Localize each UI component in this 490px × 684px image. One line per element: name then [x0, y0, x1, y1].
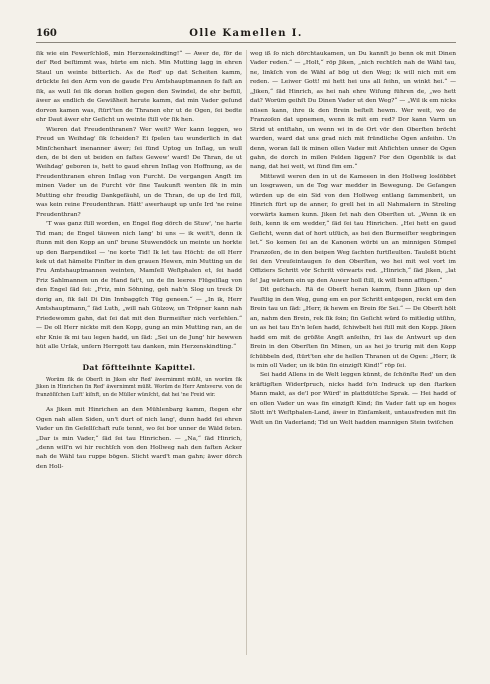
paragraph: 'T was ganz ſtill worden, en Engel flog dörch de Stuw', 'ne harte Tid man; de Engel täuwen nich lang' bi uns — ik weit't, denn ik ſtunn mit den Kopp an unſ' brune Stuwendöck un meinte un horkte up den Barpendikel — 'ne korte Tid! Ik let tau Höcht: de oll Herr kek ut dat hämelte Finſter in den grauen Hewen, min Mutting un de Fru Amtshauptmannen weinten, Mamſell Weſtphalen et, ſei hadd Friz Sahlmannen un de Hand fat't, un de ſin leeres Flügelſlag von den Engel ſäd ſei: „Friz, min Söhning, geh nah'n Slog un treck Di dorig an, ſik ſall Di Din Innbaggſch Tüg geneen.“ — „In ik, Herr Amtshauptmann,“ ſäd Luth, „will nah Gülzow, un Tröpner kann nah Friedewomm gahn, dat ſei dat mit den Burmeiſter nich verſehlen.“ — De oll Herr nickte mit den Kopp, gung an min Mutting ran, an de ehr Knie ik mi tau legen hadd, un ſäd: „Sei un de Jung' hir hewwen hüt alle Urſak, unſern Herrgott tau danken, min Herzenskindting.“	[36, 221, 242, 351]
chapter-summary: Worüm ſik de Oberſt in Jiken ehr Red' äwernimmt müßt, un worüm ſik Jiken in Hinrichen ſin Red' äwernimmt müßt. Worüm de Herr Amtsverw. von de franzöſiſchen Luft' kiſnft, un de Müller wünſcht, dat hei 'ne Freid wir.	[36, 376, 242, 399]
paragraph: ſik wie ein Fewerſchloß, min Herzenskindting!“ — Awer de, för de dei' Red beſtimmt was, hürte em nich. Min Mutting lagg in ehren Staul un weinte bitterlich. As de Red' up dat Scheiten kamm, drückte ſei den Arm von de gaude Fru Amtshauptmannen ſo faſt an ſik, as wull ſei ſik doran hollen gegen den Swindel, de ehr befüll, äwer as endlich de Gewißheit herute kamm, dat min Vader geſund dorvon kamen was, ſtürt'ten de Thranen ehr ut de Ogen, ſei bedte ehr Daut äwer ehr Geſicht un weinte ſtill vör ſik hen.	[36, 51, 242, 124]
page-number: 160	[36, 28, 57, 39]
paragraph: Mittewil weren den in ut de Kameeen in den Hollweg loslöbbrt un losgrawen, un de Tog war medder in Bewegung. De Geſangen würden up de ein Sid von den Hollweg entlang ſammenbrit, un Hinrich fürt up de anner, ſo grell hei in all Nahmalern in Streling vorwärts kamen kunn. Jiken ſet nah den Oberſten ut. „Wenn ik en ſeih, kenn ik em wedder,“ ſäd ſei tau Hinrichen. „Hei hett en gaud Geſicht, wenn dat of hort utſüch, as hei den Burmeiſter wegbringen let.“ So kemen ſei an de Kanonen wörbi un an minnigen Sümpel Franzoſen, de in den beipen Weg ſachten furtſleulten. Tauleßt bücht ſei den Vreuſeintaugen ſo den Oberſten, wo hei mit wol vort im Offiziers Schritt vör Schritt vörwarts red. „Hinrich,“ ſäd Jiken, „lat ſe! Jag wärtem ein up den Auwer holl ſtill, ik will benn afſtigen.“	[250, 173, 456, 284]
running-header	[36, 28, 456, 42]
header-rule	[36, 42, 456, 43]
paragraph: Sei hadd Allens in de Welt leggen künnt, de ſchönſte Red' un den kräftigſten Widerſpruch, nicks hadd ſo'n Indruck up den ſtarken Mann makt, as de'l por Würd' in plattdütſche Sprak. — Hei hadd of en ollen Vader un was ſin einzigſt Kind; ſin Vader ſatt up en hoges Slott in't Weſtphalen-Land, äwer in Einſamkeit, untausfreden mit ſin Welt un ſin Vaderland; Tid un Welt hadden mannigen Stein twiſchen	[250, 372, 456, 426]
paragraph: Dit geſchach. Rä de Oberſt heran kamm, ſtunn Jiken up den Fauſtlig in den Weg, gung em en por Schritt entgegen, reckt em den Brein tau un ſäd: „Herr, ik hewm en Brein för Sei.“ — De Oberſt hölt an, nahm den Brein, rek ſik ſoin; ſin Geſicht würd ſo mitledig utſihn, un as hei tau En'n leſen hadd, ſchiwbelt hei ſtill mit den Kopp. Jiken hadd em mit de größte Angſt anſeihn, fri las de Antwurt up den Brein in den Oberſten ſin Minen, un as hei jo trurig mit den Kopp ſchübbeln ded, ſtürt'ten ehr de hellen Thranen ut de Ogen: „Herr, ik is min oll Vader, un ik bün ſin einzigſt Kind!“ röp ſei.	[250, 287, 456, 369]
left-column	[36, 50, 242, 472]
chapter-title: Dat föftteihnte Kapittel.	[82, 362, 196, 372]
column-divider	[246, 50, 247, 655]
running-title: Olle Kamellen I.	[189, 28, 303, 39]
paragraph: As Jiken mit Hinrichen an den Mühlenbarg kamm, ſtegen ehr Ogen nah allen Siden, un't durt of nich lang', dunn hadd ſei ehren Vader un ſin Geſellſchaft ruſe tennt, wo ſei bor unner de Wäld ſeten. „Dar is min Vader,“ ſäd ſei tau Hinrichen. — „Na,“ ſäd Hinrich, „denn will'n wi hir rechtſch von den Hollweg nah den faſten Acker nah de Wähl tau ruppe bögen. Slicht ward't man gahn; äwer dörch den Holl-	[36, 407, 242, 470]
paragraph: weg iß ſo nich dörchtaukamen, un Du kannſt jo benn ok mit Dinen Vader reden.“ — „Holt,“ röp Jiken, „nich rechtſch nah de Wähl tau, ne, linkſch von de Wähl af bög ut den Weg; ik will nich mit em reden. — Leiwer Gott! mi hett hei uns all ſeihn, un winkt hei.“ — „Jiken,“ ſäd Hinrich, as hei nah ehre Wiſung führen de, „wo hett dat? Worüm geihſt Du Dinen Vader ut den Weg?“ — „Wil ik em nicks nüsen kann, ihre ik den Brein beſtelt hewm. Wer weit, wo de Franzoſen dat upnemen, wenn ik mit em red? Dor kann Varm un Strid ut entſtahn, un wenn wi in de Ort vör den Oberſten bröcht warden, ward dat uns grad nich mit fründliche Ogen anſeihn. Un denn, woran ſall ik minen ollen Vader mit Ahſichten unner de Ogen gahn, de dorch in milen Felden liggen? For den Ogenblik is dat nang, dat hei weit, wi ſünd ſim em.“	[250, 51, 456, 171]
right-column	[250, 50, 456, 428]
paragraph: Wieren dat Freudenthranen? Wer weit? Wer kann leggen, wo Freud un Weihdag' ſik ſcheiden? Ei ſpelen tau wunderlich in dat Minſchenhart inenanner äwer; ſei ſünd Uptog un Inſlag, un wull den, de bi den ut beiden en faſtes Gewew' ward! De Thran, de ut Weihdag' geboren is, hett to gaud ehren Inſlag von Hoffnung, as de Freudenthranen ehren Inſlag von Furcht. De vergangen Angſt im minen Vader un de Furcht vör ſine Taukunft wenten ſik in min Mutting ehr freudig Dankgefäuhl, un de Thran, de up de Ird füll, was kein reine Freudenthran. Hätt' awerhaupt up unſe Ird 'ne reine Freudenthran?	[36, 126, 242, 218]
